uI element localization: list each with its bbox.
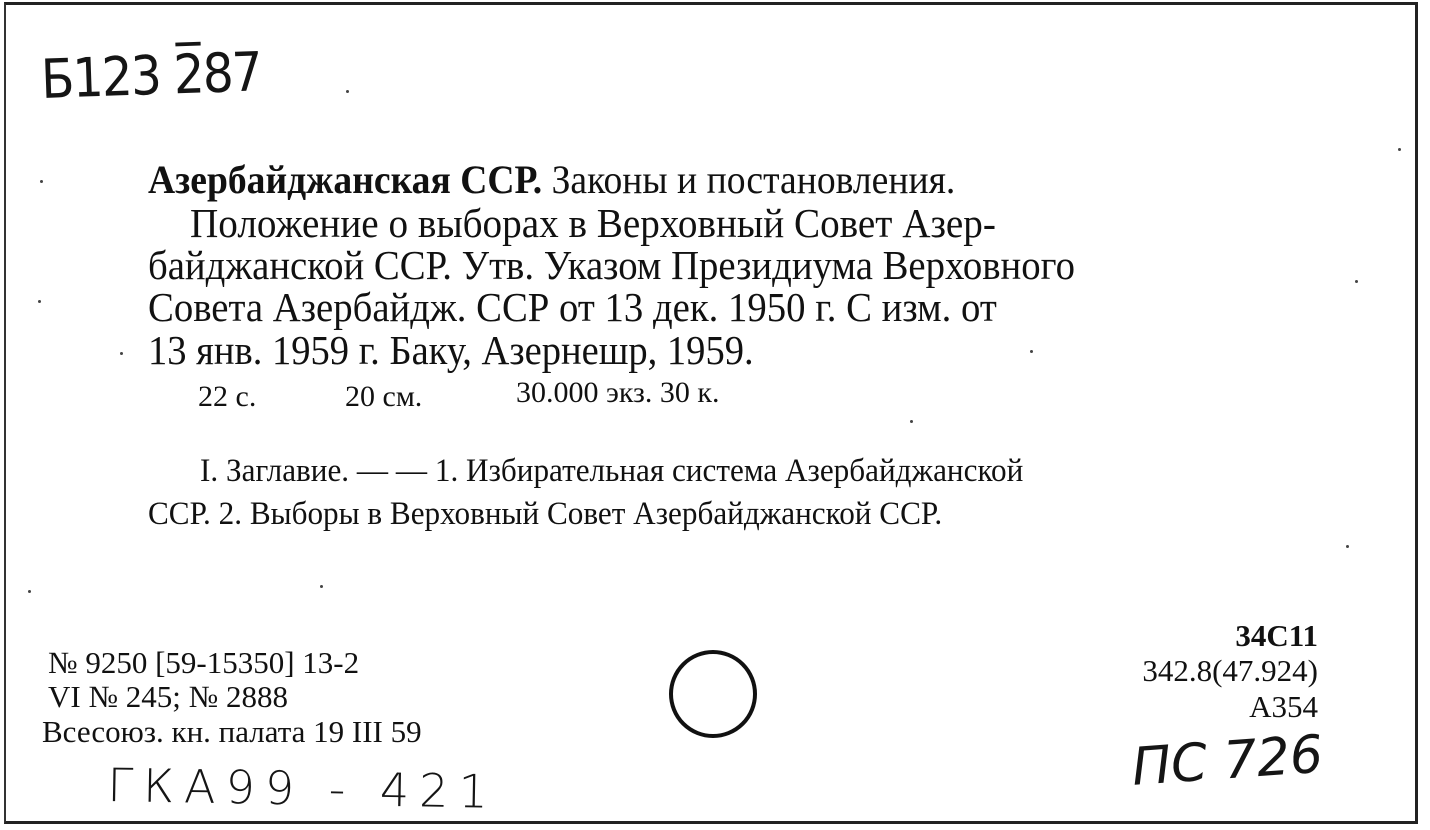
collation-copies-price: 30.000 экз. 30 к.: [516, 376, 720, 409]
scan-speck: [1030, 350, 1033, 353]
collation-pages: 22 с.: [198, 380, 257, 413]
registry-line-2: VI № 245; № 2888: [48, 679, 288, 714]
classification-code-2: 342.8(47.924): [1142, 653, 1318, 688]
scan-speck: [28, 590, 31, 593]
scan-speck: [120, 352, 123, 355]
scan-speck: [346, 90, 349, 93]
subject-line-2: ССР. 2. Выборы в Верховный Совет Азербайджанской ССР.: [148, 496, 943, 532]
scan-speck: [38, 300, 41, 303]
handwritten-signature-text: ПС 726: [1130, 724, 1325, 798]
heading-title: Законы и постановления.: [542, 157, 956, 202]
subject-line-1: I. Заглавие. — — 1. Избирательная система Азербайджанской: [200, 453, 1024, 489]
collation-size: 20 см.: [345, 380, 423, 413]
scan-speck: [40, 180, 43, 183]
heading-author: Азербайджанская ССР.: [148, 157, 543, 202]
punch-hole-circle: [669, 650, 757, 738]
scan-speck: [910, 420, 913, 423]
classification-code-1: 34С11: [1235, 618, 1318, 653]
registry-line-1: № 9250 [59-15350] 13-2: [48, 645, 360, 680]
registry-line-3: Всесоюз. кн. палата 19 III 59: [42, 714, 422, 749]
handwritten-shelf-mark: [40, 40, 262, 111]
handwritten-inventory-mark: [107, 758, 498, 819]
classification-code-3: А354: [1249, 689, 1318, 724]
body-line-1: Положение о выборах в Верховный Совет Азер-: [190, 200, 996, 246]
handwritten-inventory-text: ГКА99 - 421: [107, 758, 499, 819]
card-heading: [148, 156, 955, 203]
scan-speck: [1355, 280, 1358, 283]
body-line-3: Совета Азербайдж. ССР от 13 дек. 1950 г. С изм. от: [148, 284, 997, 330]
handwritten-shelf-mark-text: Б123 2̅87: [40, 40, 262, 111]
body-line-4: 13 янв. 1959 г. Баку, Азернешр, 1959.: [148, 327, 754, 373]
body-line-2: байджанской ССР. Утв. Указом Президиума Верховного: [148, 242, 1075, 288]
scan-speck: [320, 585, 323, 588]
scan-speck: [1398, 148, 1401, 151]
scan-speck: [1346, 545, 1349, 548]
